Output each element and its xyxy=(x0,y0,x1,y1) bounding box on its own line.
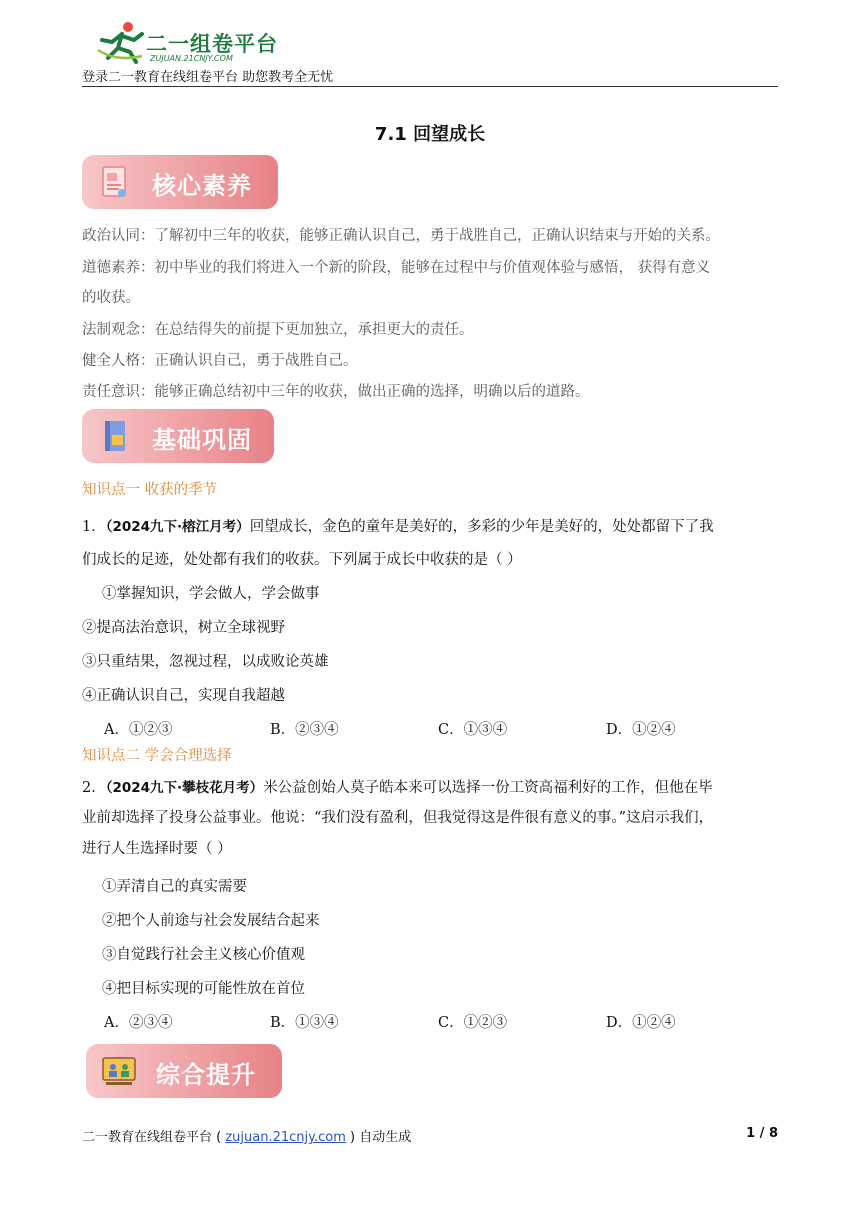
core-line-3: 的收获。 xyxy=(82,290,140,306)
q2-option-d: D．①②④ xyxy=(606,1015,676,1031)
logo-text: 二一组卷平台 xyxy=(146,32,278,56)
question-text: 米公益创始人莫子皓本来可以选择一份工资高福利好的工作，但他在毕 xyxy=(263,780,713,796)
question-text: 回望成长，金色的童年是美好的，多彩的少年是美好的，处处都留下了我 xyxy=(249,519,714,535)
section-banner-basic xyxy=(82,409,274,463)
question-source: （2024九下·攀枝花月考） xyxy=(105,780,264,796)
core-line-6: 责任意识：能够正确总结初中三年的收获，做出正确的选择，明确以后的道路。 xyxy=(82,384,590,400)
question-number: 1． xyxy=(82,519,106,535)
runner-logo-icon xyxy=(96,20,146,64)
question-2-line-1 xyxy=(82,776,713,797)
q1-option-a: A．①②③ xyxy=(104,722,173,738)
q1-option-d: D．①②④ xyxy=(606,722,676,738)
question-source: （2024九下·榕江月考） xyxy=(105,519,250,535)
presentation-board-icon xyxy=(100,1052,138,1090)
logo-subtext: ZUJUAN.21CNJY.COM xyxy=(150,54,233,63)
core-line-2: 道德素养：初中毕业的我们将进入一个新的阶段，能够在过程中与价值观体验与感悟， 获得有意义 xyxy=(82,260,711,276)
q2-item-1: ①弄清自己的真实需要 xyxy=(102,879,247,895)
q2-option-a: A．②③④ xyxy=(104,1015,173,1031)
footer-link[interactable]: zujuan.21cnjy.com xyxy=(225,1130,346,1145)
section-banner-label: 核心素养 xyxy=(152,172,252,200)
footer-prefix: 二一教育在线组卷平台 ( xyxy=(82,1130,226,1145)
question-2-line-2: 业前却选择了投身公益事业。他说：“我们没有盈利，但我觉得这是件很有意义的事。”这启示我们， xyxy=(82,810,714,826)
header-divider xyxy=(82,86,778,87)
core-line-5: 健全人格：正确认识自己，勇于战胜自己。 xyxy=(82,353,358,369)
page-number: 1 / 8 xyxy=(746,1126,778,1141)
footer-suffix: ) 自动生成 xyxy=(345,1130,412,1145)
book-icon xyxy=(96,417,134,455)
core-line-1: 政治认同：了解初中三年的收获，能够正确认识自己，勇于战胜自己，正确认识结束与开始的关系。 xyxy=(82,228,720,244)
section-banner-core xyxy=(82,155,278,209)
footer-source xyxy=(82,1126,411,1145)
knowledge-point-1: 知识点一 收获的季节 xyxy=(82,482,218,498)
q2-option-c: C．①②③ xyxy=(438,1015,508,1031)
section-banner-advanced xyxy=(86,1044,282,1098)
page-title: 7.1 回望成长 xyxy=(374,124,486,145)
section-banner-label: 综合提升 xyxy=(156,1061,256,1089)
question-1-line-2: 们成长的足迹，处处都有我们的收获。下列属于成长中收获的是（ ） xyxy=(82,552,522,568)
document-icon xyxy=(96,163,134,201)
header-slogan: 登录二一教育在线组卷平台 助您教考全无忧 xyxy=(82,70,334,85)
question-2-line-3: 进行人生选择时要（ ） xyxy=(82,841,232,857)
q1-item-1: ①掌握知识，学会做人，学会做事 xyxy=(102,586,320,602)
q1-option-b: B．②③④ xyxy=(270,722,339,738)
core-line-4: 法制观念：在总结得失的前提下更加独立，承担更大的责任。 xyxy=(82,322,474,338)
question-1-line-1 xyxy=(82,515,714,536)
section-banner-label: 基础巩固 xyxy=(152,426,252,454)
q1-option-c: C．①③④ xyxy=(438,722,508,738)
logo xyxy=(96,20,296,64)
q2-item-4: ④把目标实现的可能性放在首位 xyxy=(102,981,305,997)
question-number: 2． xyxy=(82,780,106,796)
q1-item-3: ③只重结果，忽视过程，以成败论英雄 xyxy=(82,654,329,670)
q1-item-4: ④正确认识自己，实现自我超越 xyxy=(82,688,285,704)
knowledge-point-2: 知识点二 学会合理选择 xyxy=(82,748,232,764)
q1-item-2: ②提高法治意识，树立全球视野 xyxy=(82,620,285,636)
q2-item-3: ③自觉践行社会主义核心价值观 xyxy=(102,947,305,963)
q2-option-b: B．①③④ xyxy=(270,1015,339,1031)
q2-item-2: ②把个人前途与社会发展结合起来 xyxy=(102,913,320,929)
